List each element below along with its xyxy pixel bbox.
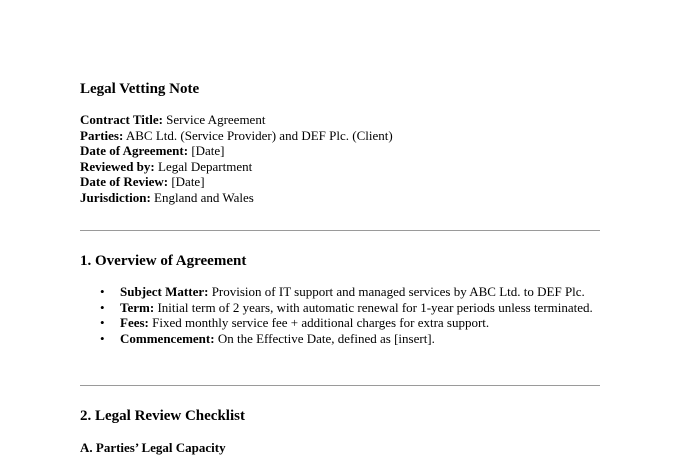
metadata-label: Reviewed by:	[80, 158, 155, 174]
list-item	[80, 315, 600, 331]
metadata-parties	[80, 128, 393, 144]
metadata-date-of-review	[80, 174, 393, 190]
document-title: Legal Vetting Note	[80, 81, 200, 97]
metadata-reviewed-by	[80, 159, 393, 175]
item-text: Fixed monthly service fee + additional charges for extra support.	[152, 315, 490, 330]
metadata-value: England and Wales	[154, 189, 254, 205]
metadata-label: Date of Review:	[80, 174, 169, 189]
item-label: Term:	[120, 299, 155, 315]
list-item	[80, 331, 600, 347]
item-text: On the Effective Date, defined as [insert].	[217, 330, 435, 346]
item-text: Provision of IT support and managed services by ABC Ltd. to DEF Plc.	[211, 284, 585, 299]
metadata-label: Jurisdiction:	[80, 189, 151, 205]
item-label: Commencement:	[120, 330, 215, 346]
subsection-heading-legal-capacity: A. Parties’ Legal Capacity	[80, 440, 226, 455]
metadata-date-of-agreement	[80, 143, 393, 159]
section-divider	[80, 230, 600, 231]
list-item	[80, 284, 600, 300]
section-heading-overview: 1. Overview of Agreement	[80, 253, 247, 269]
metadata-value: Service Agreement	[166, 112, 266, 127]
metadata-jurisdiction	[80, 190, 393, 206]
item-label: Fees:	[120, 315, 149, 330]
metadata-value: [Date]	[171, 174, 205, 189]
metadata-value: [Date]	[191, 143, 225, 158]
item-label: Subject Matter:	[120, 284, 209, 299]
metadata-label: Parties:	[80, 127, 124, 143]
item-text: Initial term of 2 years, with automatic renewal for 1-year periods unless terminated.	[157, 299, 593, 315]
contract-metadata	[80, 112, 393, 205]
metadata-label: Contract Title:	[80, 112, 163, 127]
overview-list	[80, 284, 600, 346]
metadata-contract-title	[80, 112, 393, 128]
section-divider	[80, 385, 600, 386]
metadata-label: Date of Agreement:	[80, 143, 189, 158]
section-heading-legal-review-checklist: 2. Legal Review Checklist	[80, 408, 245, 424]
list-item	[80, 300, 600, 316]
metadata-value: Legal Department	[158, 158, 253, 174]
metadata-value: ABC Ltd. (Service Provider) and DEF Plc. (Client)	[125, 127, 393, 143]
